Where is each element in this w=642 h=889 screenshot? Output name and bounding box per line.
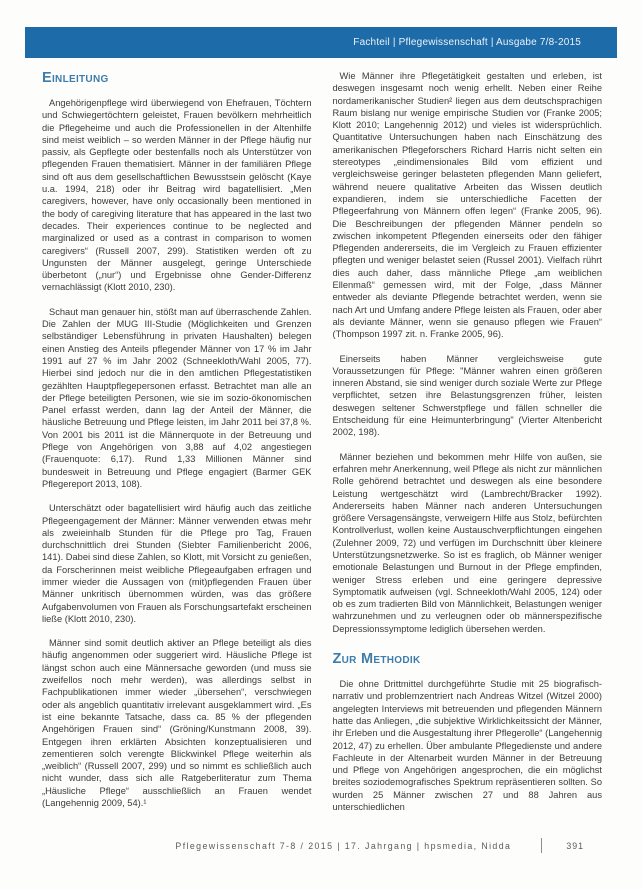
right-column	[333, 70, 603, 825]
footer-page-number: 391	[566, 840, 584, 851]
paragraph: Einerseits haben Männer vergleichsweise gute Voraussetzungen für Pflege: "Männer wahren einen größeren inneren Abstand, sie sind weniger durch soziale Werte zur Pflege verpflichtet, setzen ihre Belastungsgrenzen früher, leisten deswegen seltener Schwerstpflege und fällen schneller die Entscheidung für eine Heimunterbringung" (Vierter Altenbericht 2002, 198).	[332, 353, 602, 438]
paragraph: Wie Männer ihre Pflegetätigkeit gestalten und erleben, ist deswegen insgesamt noch wenig erhellt. Neben einer Reihe nordamerikanischer Studien² liegen aus dem deutschsprachigen Raum bislang nur wenige empirische Studien vor (Franke 2005; Klott 2010; Langehennig 2012) und vieles ist widersprüchlich. Quantitative Untersuchungen haben nach Einschätzung des amerikanischen Pflegeforschers Richard Harris nicht selten ein stereotypes „eindimensionales Bild vom effizient und vergleichsweise geringer belasteten pflegenden Mann geliefert, während neuere qualitative Arbeiten das Wissen deutlich expandieren, indem sie unterschiedliche Facetten der Pflegeerfahrung von Männern offen legen“ (Franke 2005, 96). Die Beschreibungen der pflegenden Männer pendeln so zwischen inkompetent Pflegenden einerseits oder den fähiger Pflegenden andererseits, die im Vergleich zu Frauen effizienter pflegten und weniger belastet seien (Russel 2001). Vielfach rührt dies auch daher, dass männliche Pflege „am weiblichen Ellenmaß“ gemessen wird, mit der Folge, „dass Männer entweder als deviante Pflegende betrachtet werden, wenn sie nach Art und Umfang andere Pflege leisten als Frauen, oder aber als deviante Männer, wenn sie genauso pflegen wie Frauen“ (Thompson 1997 zit. n. Franke 2005, 96).	[332, 71, 602, 340]
left-column	[42, 70, 312, 825]
page-footer	[0, 838, 584, 853]
page-content	[42, 70, 602, 825]
section-heading-methodik: Zur Methodik	[332, 651, 421, 668]
paragraph: Männer sind somit deutlich aktiver an Pflege beteiligt als dies häufig angenommen oder suggeriert wird. Häusliche Pflege ist längst schon auch eine Männersache geworden (und muss sie zweifellos noch mehr werden), was allerdings selbst in Fachpublikationen immer wieder „übersehen“, verschwiegen oder als angeblich quantitativ irrelevant ausgeklammert wird. „Es ist eine bekannte Tatsache, dass ca. 85 % der pflegenden Angehörigen Frauen sind“ (Gröning/Kunstmann 2008, 39). Entgegen ihren erklärten Absichten konzeptualisieren und zementieren solch verengte Blickwinkel Pflege weiterhin als „weiblich“ (Russell 2007, 299) und so nimmt es schließlich auch nicht wunder, dass sich alle Ratgeberliteratur zum Thema „Häusliche Pflege“ ausschließlich an Frauen wendet (Langehennig 2009, 54).¹	[42, 638, 312, 809]
paragraph: Unterschätzt oder bagatellisiert wird häufig auch das zeitliche Pflegeengagement der Männer: Männer verwenden etwas mehr als zweieinhalb Stunden für die Pflege pro Tag, Frauen durchschnittlich drei Stunden (Siebter Familienbericht 2006, 141). Dabei sind diese Zahlen, so Klott, mit Vorsicht zu genießen, da Forscherinnen meist weibliche Pflegeaufgaben erfragen und immer wieder die Aussagen von (mit)pflegenden Frauen über Männer unkritisch übernommen würden, was das größere Aufgabenvolumen von Frauen als Forschungsartefakt erscheinen ließe (Klott 2010, 230).	[42, 503, 312, 624]
header-label: Fachteil | Pflegewissenschaft | Ausgabe 7/8-2015	[353, 37, 581, 48]
paragraph: Schaut man genauer hin, stößt man auf überraschende Zahlen. Die Zahlen der MUG III-Studie (Möglichkeiten und Grenzen selbständiger Lebensführung in privaten Haushalten) belegen einen Anstieg des Anteils pflegender Männer von 17 % im Jahr 1991 auf 27 % im Jahr 2002 (Schneekloth/Wahl 2005, 77). Hierbei sind jedoch nur die in den amtlichen Pflegestatistiken gezählten Hauptpflegepersonen erfasst. Betrachtet man alle an der Pflege beteiligten Personen, wie sie im sozio-ökonomischen Panel erfasst werden, dann lag der Anteil der Männer, die häusliche Betreuung und Pflege leisten, im Jahr 2011 bei 37,8 %. Von 2001 bis 2011 ist die Männerquote in der Betreuung und Pflege von Angehörigen von 3,88 auf 4,02 angestiegen (Frauenquote: 6,17). Rund 1,33 Millionen Männer sind bundesweit in Betreuung und Pflege engagiert (Barmer GEK Pflegereport 2013, 108).	[42, 306, 312, 489]
header-bar	[25, 27, 617, 58]
paragraph: Die ohne Drittmittel durchgeführte Studie mit 25 biografisch-narrativ und problemzentriert nach Andreas Witzel (Witzel 2000) angelegten Interviews mit betreuenden und pflegenden Männern hatte das Anliegen, „die subjektive Wirklichkeitssicht der Männer, ihr Erleben und die Ausgestaltung ihrer Pflegerolle“ (Langehennig 2012, 47) zu erhellen. Über ambulante Pflegedienste und andere Fachleute in der Altenarbeit wurden Männer in der Betreuung und Pflege von Angehörigen angesprochen, die ein möglichst breites soziodemografisches Spektrum repräsentieren sollten. So wurden 25 Männer zwischen 27 und 88 Jahren aus unterschiedlichen	[332, 679, 602, 813]
paragraph: Männer beziehen und bekommen mehr Hilfe von außen, sie erfahren mehr Anerkennung, weil Pflege als nicht zur männlichen Rolle gehörend betrachtet und deswegen als eine besondere Leistung wertgeschätzt wird (Lambrecht/Bracker 1992). Andererseits haben Männer nach anderen Untersuchungen größere Versagensängste, verweigern Hilfe aus Stolz, befürchten Kontrollverlust, wollen keine Austauschverpflichtungen eingehen (Zulehner 2009, 72) und verfügen im Durchschnitt über kleinere Unterstützungsnetzwerke. So ist es fraglich, ob Männer weniger emotionale Belastungen und Burnout in der Pflege empfinden, weniger Stress erleben und eine geringere depressive Symptomatik aufweisen (vgl. Schneekloth/Wahl 2005, 124) oder ob es zum tradierten Bild von Männlichkeit, Belastungen weniger wahrzunehmen und zu verleugnen oder ob männerspezifische Depressionssymptome lediglich übersehen werden.	[332, 451, 602, 634]
section-heading-einleitung: Einleitung	[42, 70, 109, 86]
paragraph: Angehörigenpflege wird überwiegend von Ehefrauen, Töchtern und Schwiegertöchtern geleistet, Frauen bevölkern mehrheitlich die Pflegeheime und auch die Professionellen in der Altenhilfe sind meist weiblich – so werden Männer in der Pflege häufig nur passiv, als Gepflegte oder bestenfalls noch als Unterstützer von pflegenden Frauen thematisiert. Männer in der familiären Pflege sind oft aus dem gesellschaftlichen Bewusstsein gelöscht (Kaye u.a. 1994, 218) oder ihr Beitrag wird bagatellisiert. „Men caregivers, however, have only occasionally been mentioned in the body of caregiving literature that has appeared in the last two decades. Their experiences continue to be neglected and marginalized or used as a contrast in comparison to women caregivers“ (Russell 2007, 299). Statistiken werden oft zu Ungunsten der Männer ausgelegt, geringe Unterschiede überbetont („nur“) und Ergebnisse ohne Gender-Differenz vernachlässigt (Klott 2010, 230).	[42, 98, 312, 293]
footer-separator	[541, 838, 542, 853]
footer-journal-info: Pflegewissenschaft 7-8 / 2015 | 17. Jahrgang | hpsmedia, Nidda	[175, 840, 512, 851]
